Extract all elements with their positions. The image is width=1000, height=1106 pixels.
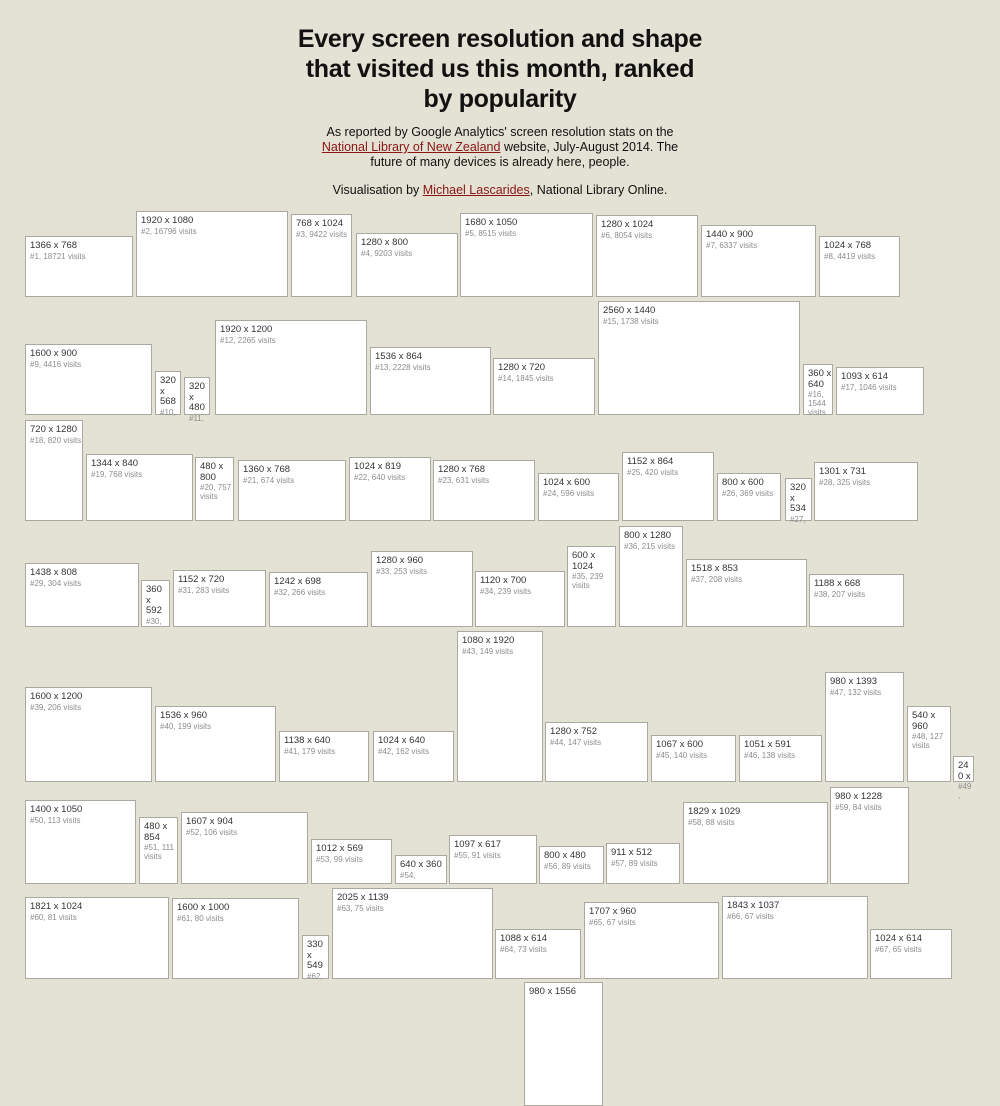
rank-visits-label: #12, 2265 visits [220, 335, 276, 345]
rank-visits-label: #34, 239 visits [480, 586, 532, 596]
rank-visits-label: #5, 8515 visits [465, 228, 517, 238]
resolution-tile [25, 420, 83, 521]
resolution-tile [136, 211, 288, 297]
rank-visits-label: #48, 127 visits [912, 732, 944, 750]
resolution-tile [279, 731, 369, 782]
resolution-tile [701, 225, 816, 297]
resolution-label: 1301 x 731 [819, 466, 867, 477]
rank-visits-label: #9, 4416 visits [30, 359, 82, 369]
resolution-label: 1051 x 591 [744, 739, 792, 750]
rank-visits-label: #32, 266 visits [274, 587, 326, 597]
national-library-link[interactable]: National Library of New Zealand [321, 140, 501, 154]
rank-visits-label: #55, 91 visits [454, 850, 501, 860]
rank-visits-label: #62, [307, 971, 323, 981]
credit-before: Visualisation by [332, 183, 420, 197]
resolution-tile [460, 213, 593, 297]
rank-visits-label: #41, 179 visits [284, 746, 336, 756]
resolution-label: 1680 x 1050 [465, 217, 518, 228]
resolution-tile [349, 457, 431, 521]
rank-visits-label: #66, 67 visits [727, 911, 774, 921]
rank-visits-label: #26, 369 visits [722, 488, 774, 498]
resolution-tile [332, 888, 493, 979]
resolution-label: 1438 x 808 [30, 567, 78, 578]
rank-visits-label: #65, 67 visits [589, 917, 636, 927]
resolution-tile [395, 855, 447, 884]
resolution-tile [139, 817, 178, 884]
resolution-label: 1280 x 1024 [601, 219, 654, 230]
resolution-label: 1024 x 614 [875, 933, 923, 944]
resolution-label: 320 x 568 [160, 375, 176, 407]
rank-visits-label: #57, 89 visits [611, 858, 658, 868]
rank-visits-label: #35, 239 visits [572, 572, 604, 590]
resolution-tile [722, 896, 868, 979]
resolution-tile [539, 846, 604, 884]
resolution-tile [495, 929, 581, 979]
resolution-tile [651, 735, 736, 782]
resolution-label: 2560 x 1440 [603, 305, 656, 316]
resolution-label: 980 x 1228 [835, 791, 883, 802]
resolution-label: 1821 x 1024 [30, 901, 83, 912]
resolution-label: 1607 x 904 [186, 816, 234, 827]
resolution-label: 1536 x 864 [375, 351, 423, 362]
resolution-tile [809, 574, 904, 627]
rank-visits-label: #67, 65 visits [875, 944, 922, 954]
resolution-tile [907, 706, 951, 782]
rank-visits-label: #14, 1845 visits [498, 373, 554, 383]
rank-visits-label: #25, 420 visits [627, 467, 679, 477]
resolution-tile [622, 452, 714, 521]
rank-visits-label: #54, [400, 870, 416, 880]
rank-visits-label: #38, 207 visits [814, 589, 866, 599]
resolution-label: 1344 x 840 [91, 458, 139, 469]
header [0, 0, 1000, 198]
resolution-tile [195, 457, 234, 521]
resolution-tile [524, 982, 603, 1106]
resolution-label: 600 x 1024 [572, 550, 596, 572]
rank-visits-label: #64, 73 visits [500, 944, 547, 954]
resolution-tile [172, 898, 299, 979]
resolution-tile [302, 935, 329, 979]
resolution-label: 330 x 549 [307, 939, 323, 971]
resolution-label: 1024 x 768 [824, 240, 872, 251]
rank-visits-label: #15, 1738 visits [603, 316, 659, 326]
rank-visits-label: #21, 674 visits [243, 475, 295, 485]
resolution-tile [449, 835, 537, 884]
rank-visits-label: #19, 768 visits [91, 469, 143, 479]
resolution-label: 240 x [958, 760, 971, 782]
resolution-tile [830, 787, 909, 884]
credit-text [0, 183, 1000, 198]
rank-visits-label: #8, 4419 visits [824, 251, 876, 261]
resolution-tile [457, 631, 543, 782]
resolution-label: 1024 x 819 [354, 461, 402, 472]
intro-text [310, 125, 690, 170]
resolution-tile [814, 462, 918, 521]
resolution-label: 1152 x 864 [627, 456, 674, 467]
author-link[interactable]: Michael Lascarides [422, 183, 530, 197]
rank-visits-label: #42, 162 visits [378, 746, 430, 756]
rank-visits-label: #27, [790, 514, 806, 524]
resolution-label: 1600 x 1000 [177, 902, 230, 913]
intro-before: As reported by Google Analytics' screen resolution stats on the [326, 125, 674, 139]
rank-visits-label: #50, 113 visits [30, 815, 81, 825]
resolution-tile [141, 580, 170, 627]
resolution-tile [619, 526, 683, 627]
resolution-label: 1024 x 600 [543, 477, 591, 488]
rank-visits-label: #52, 106 visits [186, 827, 238, 837]
rank-visits-label: #31, 283 visits [178, 585, 230, 595]
resolution-label: 1120 x 700 [480, 575, 527, 586]
resolution-tile [181, 812, 308, 884]
rank-visits-label: #6, 8054 visits [601, 230, 653, 240]
rank-visits-label: #63, 75 visits [337, 903, 384, 913]
rank-visits-label: #16, 1544 visits [808, 390, 826, 417]
resolution-tile [311, 839, 392, 884]
resolution-label: 1012 x 569 [316, 843, 364, 854]
rank-visits-label: #2, 16796 visits [141, 226, 197, 236]
resolution-tile [953, 756, 974, 800]
resolution-label: 640 x 360 [400, 859, 442, 870]
resolution-tile [567, 546, 616, 627]
rank-visits-label: #11, [189, 413, 204, 423]
resolution-label: 800 x 600 [722, 477, 764, 488]
resolution-label: 1366 x 768 [30, 240, 78, 251]
rank-visits-label: #28, 325 visits [819, 477, 871, 487]
rank-visits-label: #17, 1046 visits [841, 382, 897, 392]
rank-visits-label: #20, 757 visits [200, 483, 232, 501]
intro-after: website, July-August 2014. The future of many devices is already here, people. [370, 140, 679, 169]
rank-visits-label: #39, 206 visits [30, 702, 82, 712]
resolution-label: 720 x 1280 [30, 424, 78, 435]
resolution-label: 1280 x 752 [550, 726, 598, 737]
resolution-label: 1188 x 668 [814, 578, 861, 589]
resolution-label: 320 x 480 [189, 381, 205, 413]
resolution-label: 1518 x 853 [691, 563, 739, 574]
resolution-label: 1536 x 960 [160, 710, 208, 721]
rank-visits-label: #56, 89 visits [544, 861, 591, 871]
resolution-label: 1360 x 768 [243, 464, 291, 475]
resolution-label: 1024 x 640 [378, 735, 426, 746]
rank-visits-label: #60, 81 visits [30, 912, 77, 922]
resolution-tile [25, 897, 169, 979]
resolution-tile [371, 551, 473, 627]
resolution-label: 2025 x 1139 [337, 892, 389, 903]
resolution-label: 1088 x 614 [500, 933, 548, 944]
resolution-label: 1080 x 1920 [462, 635, 515, 646]
rank-visits-label: #40, 199 visits [160, 721, 212, 731]
resolution-tile [215, 320, 367, 415]
resolution-tile [596, 215, 698, 297]
resolution-tile [739, 735, 822, 782]
rank-visits-label: #3, 9422 visits [296, 229, 348, 239]
resolution-label: 980 x 1556 [529, 986, 577, 997]
resolution-label: 1097 x 617 [454, 839, 502, 850]
resolution-label: 1242 x 698 [274, 576, 322, 587]
resolution-label: 480 x 800 [200, 461, 224, 483]
resolution-tile [356, 233, 458, 297]
resolution-tile [538, 473, 619, 521]
resolution-label: 1920 x 1200 [220, 324, 273, 335]
rank-visits-label: #7, 6337 visits [706, 240, 758, 250]
resolution-label: 911 x 512 [611, 847, 653, 858]
resolution-tile [25, 687, 152, 782]
rank-visits-label: #45, 140 visits [656, 750, 708, 760]
resolution-label: 1280 x 720 [498, 362, 546, 373]
resolution-tile [819, 236, 900, 297]
resolution-label: 1280 x 800 [361, 237, 409, 248]
resolution-tile [825, 672, 904, 782]
resolution-label: 360 x 640 [808, 368, 832, 390]
rank-visits-label: #46, 138 visits [744, 750, 796, 760]
resolution-tile [493, 358, 595, 415]
rank-visits-label: #61, 80 visits [177, 913, 224, 923]
resolution-label: 1707 x 960 [589, 906, 637, 917]
resolution-tile [238, 460, 346, 521]
resolution-label: 1280 x 960 [376, 555, 424, 566]
resolution-label: 320 x 534 [790, 482, 806, 514]
resolution-tile [545, 722, 648, 782]
resolution-tile [155, 706, 276, 782]
resolution-tile [433, 460, 535, 521]
resolution-tile [25, 563, 139, 627]
resolution-label: 1093 x 614 [841, 371, 889, 382]
resolution-label: 540 x 960 [912, 710, 936, 732]
resolution-tile [717, 473, 781, 521]
rank-visits-label: #36, 215 visits [624, 541, 676, 551]
credit-after: , National Library Online. [529, 183, 668, 197]
resolution-label: 1400 x 1050 [30, 804, 83, 815]
resolution-tile [803, 364, 833, 415]
resolution-label: 800 x 480 [544, 850, 586, 861]
rank-visits-label: #51, 111 visits [144, 843, 174, 861]
resolution-label: 360 x 592 [146, 584, 162, 616]
rank-visits-label: #10, [160, 407, 176, 417]
resolution-tile [584, 902, 719, 979]
resolution-tile [291, 214, 352, 297]
rank-visits-label: #23, 631 visits [438, 475, 490, 485]
resolution-tile [173, 570, 266, 627]
rank-visits-label: #59, 84 visits [835, 802, 882, 812]
resolution-label: 1843 x 1037 [727, 900, 780, 911]
resolution-label: 1067 x 600 [656, 739, 704, 750]
rank-visits-label: #33, 253 visits [376, 566, 428, 576]
rank-visits-label: #4, 9203 visits [361, 248, 413, 258]
resolution-tile [373, 731, 454, 782]
resolution-label: 1600 x 900 [30, 348, 78, 359]
resolution-label: 1600 x 1200 [30, 691, 83, 702]
page-title: Every screen resolution and shape that visited us this month, ranked by popularity [297, 25, 703, 113]
resolution-label: 1920 x 1080 [141, 215, 194, 226]
rank-visits-label: #37, 208 visits [691, 574, 743, 584]
rank-visits-label: #22, 640 visits [354, 472, 406, 482]
rank-visits-label: #53, 99 visits [316, 854, 363, 864]
rank-visits-label: #29, 304 visits [30, 578, 82, 588]
resolution-label: 1440 x 900 [706, 229, 754, 240]
resolution-tile [475, 571, 565, 627]
rank-visits-label: #13, 2228 visits [375, 362, 431, 372]
resolution-tile [25, 800, 136, 884]
resolution-label: 1152 x 720 [178, 574, 225, 585]
rank-visits-label: #24, 596 visits [543, 488, 595, 498]
rank-visits-label: #47, 132 visits [830, 687, 882, 697]
resolution-tile [836, 367, 924, 415]
resolution-tile [25, 344, 152, 415]
resolution-tile [683, 802, 828, 884]
resolution-label: 1138 x 640 [284, 735, 331, 746]
rank-visits-label: #44, 147 visits [550, 737, 602, 747]
rank-visits-label: #1, 18721 visits [30, 251, 86, 261]
rank-visits-label: #49, [958, 782, 972, 800]
resolution-label: 1829 x 1029 [688, 806, 741, 817]
resolution-tile [686, 559, 807, 627]
resolution-tile [184, 377, 210, 423]
rank-visits-label: #58, 88 visits [688, 817, 735, 827]
resolution-tile [155, 371, 181, 415]
resolution-tile [370, 347, 491, 415]
resolution-tile [870, 929, 952, 979]
resolution-tile [269, 572, 368, 627]
rank-visits-label: #43, 149 visits [462, 646, 514, 656]
resolution-label: 480 x 854 [144, 821, 168, 843]
resolution-tile [86, 454, 193, 521]
resolution-tile [785, 478, 812, 524]
resolution-tile [606, 843, 680, 884]
resolution-tile [25, 236, 133, 297]
resolution-label: 768 x 1024 [296, 218, 344, 229]
rank-visits-label: #30, [146, 616, 162, 626]
rank-visits-label: #18, 820 visits [30, 435, 82, 445]
resolution-label: 800 x 1280 [624, 530, 672, 541]
resolution-label: 1280 x 768 [438, 464, 486, 475]
resolution-tile [598, 301, 800, 415]
resolution-label: 980 x 1393 [830, 676, 878, 687]
